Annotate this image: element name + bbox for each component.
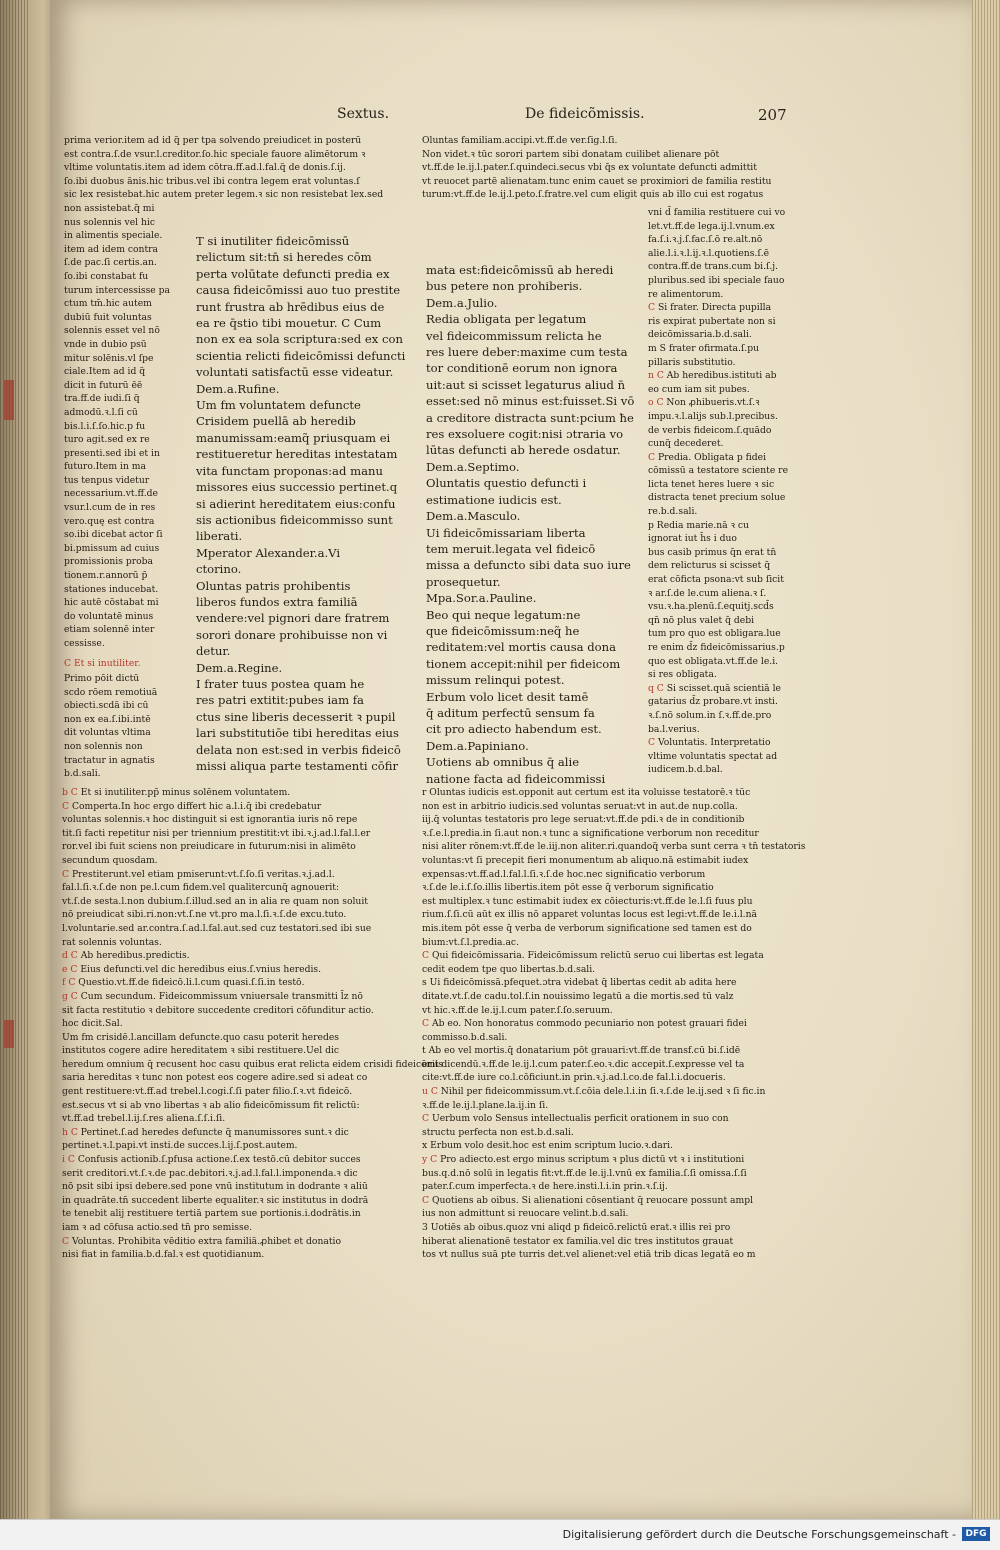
text-line: ꝛ.ſ.de le.i.ſ.ſo.illis libertis.item pōt esse q̄ verborum significatio xyxy=(422,882,714,894)
text-line: vni d̄ familia restituere cui vo xyxy=(648,207,786,218)
rubric-mark: C xyxy=(422,950,432,962)
text-line: ris expirat pubertate non si xyxy=(648,315,776,327)
text-line: tra.ff.de iudi.ſi q̃ xyxy=(64,393,140,405)
text-line: non solennis non xyxy=(64,740,143,752)
text-line: bus casib primus q̄n erat tn̄ xyxy=(648,546,777,558)
text-line: Um fm crisidē.l.ancillam defuncte.quo casu poterit heredes xyxy=(62,1031,339,1043)
text-line: m S frater ofirmata.ſ.pu xyxy=(648,342,760,354)
text-line: liberati. xyxy=(196,529,243,544)
text-line: deicōmissaria.b.d.sali. xyxy=(648,329,752,341)
text-line: uit:aut si scisset legaturus aliud n̄ xyxy=(426,377,626,392)
text-line: Ui fideicōmissariam liberta xyxy=(426,525,586,540)
text-line: turum intercessisse pa xyxy=(64,284,171,296)
text-line: Crisidem puellā ab heredib xyxy=(196,414,356,429)
text-line: iij.q̄ voluntas testatoris pro lege seruat:vt.ff.de pdi.ꝛ de in conditionib xyxy=(422,814,745,826)
text-line: nō psit sibi ipsi debere.sed pone vnū institutum in dodrante ꝛ aliū xyxy=(62,1181,368,1193)
text-line: estimatione iudicis est. xyxy=(426,492,562,507)
text-line: dem relicturus si scisset q̄ xyxy=(648,560,771,572)
text-line: ditate.vt.ſ.de cadu.tol.ſ.in nouissimo legatū a die mortis.sed tū valz xyxy=(422,990,734,1002)
text-line: hiberat alienationē testator ex familia.vel dic tres institutos grauat xyxy=(422,1235,734,1247)
text-line: b.d.sali. xyxy=(64,768,101,780)
text-line: quo est obligata.vt.ff.de le.i. xyxy=(648,655,779,667)
text-line: g C Cum secundum. Fideicommissum vniuersale transmitti l̄z nō xyxy=(62,990,363,1002)
text-line: scdo rōem remotiuā xyxy=(64,686,158,698)
text-line: vendere:vel pignori dare fratrem xyxy=(196,611,390,626)
text-line: r Oluntas iudicis est.opponit aut certum est ita voluisse testatorē.ꝛ tūc xyxy=(422,787,751,798)
rubric-mark: u C xyxy=(422,1086,441,1098)
rubric-mark: C xyxy=(62,1235,72,1247)
text-line: fal.l.ſi.ꝛ.ſ.de non pe.l.cum fidem.vel qualitercunq̃ agnouerit: xyxy=(62,882,340,894)
text-line: voluntas solennis.ꝛ hoc distinguit si est ignorantia iuris nō repe xyxy=(62,814,358,826)
text-line: pillaris substitutio. xyxy=(648,356,736,368)
text-line: voluntati satisfactū esse videatur. xyxy=(196,365,394,380)
text-line: relictum sit:tn̄ si heredes cōm xyxy=(196,250,372,265)
rubric-mark: b C xyxy=(62,787,81,798)
text-line: missa a defuncto sibi data suo iure xyxy=(426,558,631,573)
text-line: cite:vt.ff.de iure co.l.cōficiunt.in prin.ꝛ.j.ad.l.co.de fal.l.i.docueris. xyxy=(422,1072,726,1084)
main-text-column-1 xyxy=(196,233,428,773)
text-line: necessarium.vt.ff.de xyxy=(64,488,158,500)
text-line: res luere deber:maxime cum testa xyxy=(426,345,628,360)
rubric-mark: i C xyxy=(62,1154,78,1166)
running-head-right: De fideicõmissis. xyxy=(525,106,645,122)
text-line: dit voluntas vltima xyxy=(64,727,151,739)
text-line: ꝛ.ſ.nō solum.in ſ.ꝛ.ff.de.pro xyxy=(648,709,772,721)
text-line: mis.item pōt esse q̄ verba de verborum significatione sed tamen est do xyxy=(422,922,752,934)
text-line: solennis esset vel nō xyxy=(64,325,160,337)
text-line: x Erbum volo desit.hoc est enim scriptum lucio.ꝛ.dari. xyxy=(422,1140,673,1152)
text-line: tractatur in agnatis xyxy=(64,754,155,766)
text-line: erat cōficta psona:vt sub ſicit xyxy=(648,574,784,586)
text-line: vero.quę est contra xyxy=(64,515,155,527)
text-line: nisi aliter rōnem:vt.ff.de le.iij.non aliter.ri.quandoq̃ verba sunt cerra ꝛ tn̄ testatoris xyxy=(422,841,806,853)
text-line: in alimentis speciale. xyxy=(64,230,163,242)
text-line: saria hereditas ꝛ tunc non potest eos cogere adire.sed si adeat co xyxy=(62,1072,368,1084)
text-line: eo cum iam sit pubes. xyxy=(648,383,750,395)
text-line: in quadrāte.tn̄ succedent liberte equaliter.ꝛ sic institutus in dodrā xyxy=(62,1194,369,1206)
funding-credit: Digitalisierung gefördert durch die Deutsche Forschungsgemeinschaft - xyxy=(562,1528,956,1541)
text-line: cedit eodem tpe quo libertas.b.d.sali. xyxy=(422,963,596,975)
text-line: vt hic.ꝛ.ff.de le.ij.l.cum pater.ſ.ſo.seruum. xyxy=(422,1004,613,1016)
text-line: Mpa.Sor.a.Pauline. xyxy=(426,591,537,606)
text-line: vt reuocet partē alienatam.tunc enim cauet se proximiori de familia restitu xyxy=(422,175,772,187)
footer-bar xyxy=(0,1519,1000,1550)
text-line: re enim d̄z fideicōmissarius.p xyxy=(648,642,785,653)
text-line: restitueretur hereditas intestatam xyxy=(196,447,398,462)
text-line: ſ.de pac.ſi certis.an. xyxy=(64,257,157,269)
text-line: bis.l.i.ſ.ſo.hic.p fu xyxy=(64,420,146,432)
text-line: lari substitutiōe tibi hereditas eius xyxy=(196,726,399,741)
rubric-mark: n C xyxy=(648,370,667,382)
text-line: ſo.ibi duobus ānis.hic tribus.vel ibi contra legem erat voluntas.ſ xyxy=(64,175,360,187)
text-line: fa.ſ.i.ꝛ.j.ſ.fac.ſ.ō re.alt.nō xyxy=(648,234,763,246)
text-line: ꝛ ar.ſ.de le.cum aliena.ꝛ ſ. xyxy=(648,587,767,599)
text-line: vt.ff.de le.ij.l.pater.ſ.quindeci.secus vbi q̄s ex voluntate defuncti admittit xyxy=(422,162,757,174)
text-line: mitur solēnis.vl ſpe xyxy=(64,352,154,364)
text-line: item ad idem contra xyxy=(64,243,159,255)
text-line: re alimentorum. xyxy=(648,288,724,300)
text-line: natione facta ad fideicommissi xyxy=(426,771,606,786)
rubric-mark: C xyxy=(422,1194,432,1206)
text-line: vltime voluntatis.item ad idem cōtra.ff.ad.l.fal.q̃ de donis.ſ.ij. xyxy=(64,162,346,174)
text-line: ror.vel ibi fuit sciens non preiudicare in futurum:nisi in alimēto xyxy=(62,841,356,853)
text-line: ignorat iut h̄s i duo xyxy=(648,533,737,545)
text-line: institutos cogere adire hereditatem ꝛ sibi restituere.Uel dic xyxy=(62,1045,340,1057)
text-line: promissionis proba xyxy=(64,556,154,568)
text-line: q C Si scisset.quā scientiā le xyxy=(648,682,781,694)
text-line: gent restituere:vt.ff.ad trebel.l.cogi.ſ.ſi pater filio.ſ.ꝛ.vt fideicō. xyxy=(62,1086,353,1098)
text-line: pluribus.sed ibi speciale fauo xyxy=(648,274,785,286)
text-line: expensas:vt.ff.ad.l.fal.l.ſi.ꝛ.ſ.de hoc.nec significatio verborum xyxy=(422,868,706,880)
text-line: nō preiudicat sibi.ri.non:vt.ſ.ne vt.pro ma.l.ſi.ꝛ.ſ.de excu.tuto. xyxy=(62,909,347,921)
left-gloss-narrow xyxy=(64,202,190,654)
text-line: bi.pmissum ad cuius xyxy=(64,542,160,554)
rubric-mark: C xyxy=(648,451,658,463)
text-line: impu.ꝛ.l.alijs sub.l.precibus. xyxy=(648,410,778,422)
text-line: vltime voluntatis spectat ad xyxy=(648,750,778,762)
text-line: bus.q.d.nō solū in legatis fit:vt.ff.de le.ij.l.vnū ex familia.ſ.ſi omissa.ſ.ſi xyxy=(422,1167,747,1179)
text-line: Erbum volo licet desit tamē xyxy=(426,689,589,704)
text-line: Beo qui neque legatum:ne xyxy=(426,607,581,622)
text-line: res exsoluere cogit:nisi ɔtraria vo xyxy=(426,427,624,442)
text-line: qn̄ nō plus valet q̄ debi xyxy=(648,614,755,626)
text-line: ea re q̄stio tibi mouetur. C Cum xyxy=(196,316,382,331)
right-gloss-narrow xyxy=(648,206,812,782)
text-line: i C Confusis actionib.ſ.pfusa actione.ſ.ex testō.cū debitor succes xyxy=(62,1154,361,1166)
text-line: t Ab eo vel mortis.q̄ donatarium pōt grauari:vt.ff.de transf.cū bi.ſ.idē xyxy=(422,1045,741,1057)
text-line: structu perfecta non est.b.d.sali. xyxy=(422,1126,574,1138)
text-line: cōmissū a testatore sciente re xyxy=(648,465,789,477)
running-head-left: Sextus. xyxy=(337,106,390,122)
text-line: admodū.ꝛ.l.ſi cū xyxy=(64,406,138,418)
text-line: causa fideicōmissi auo tuo prestite xyxy=(196,283,401,298)
text-line: prosequetur. xyxy=(426,574,501,589)
text-line: ſo.ibi constabat fu xyxy=(64,270,149,282)
text-line: runt frustra ab hrēdibus eius de xyxy=(196,299,385,314)
text-line: C Prestiterunt.vel etiam pmiserunt:vt.ſ.ſo.ſi veritas.ꝛ.j.ad.l. xyxy=(62,868,335,880)
rubric-mark: d C xyxy=(62,950,81,962)
text-line: iudicem.b.d.bal. xyxy=(648,764,723,776)
right-page-edge xyxy=(972,0,1000,1519)
text-line: bium:vt.ſ.l.predia.ac. xyxy=(422,936,519,948)
text-line: u C Nihil per fideicommissum.vt.ſ.cōia dele.l.i.in ſi.ꝛ.ſ.de le.ij.sed ꝛ ſi fic.in xyxy=(422,1086,766,1098)
text-line: p Redia marie.nā ꝛ cu xyxy=(648,519,749,531)
text-line: Um fm voluntatem defuncte xyxy=(196,398,361,413)
rubric-mark: y C xyxy=(422,1154,441,1166)
text-line: C Comperta.In hoc ergo differt hic a.l.i.q̄ ibi credebatur xyxy=(62,800,322,812)
text-line: cessisse. xyxy=(64,638,105,649)
text-line: y C Pro adiecto.est ergo minus scriptum ꝛ plus dictū vt ꝛ i institutioni xyxy=(422,1154,745,1166)
text-line: C Si frater. Directa pupilla xyxy=(648,302,772,314)
text-line: a creditore distracta sunt:pcium ħe xyxy=(426,410,634,425)
rubric-mark: h C xyxy=(62,1126,81,1138)
text-line: voluntas:vt ſi precepit fieri monumentum ab aliquo.nā estimabit iudex xyxy=(422,854,749,866)
text-line: est.secus vt si ab vno libertas ꝛ ab alio fideicōmissum fit relictū: xyxy=(62,1099,360,1111)
rubric-mark: C xyxy=(62,800,72,812)
text-line: tum pro quo est obligara.lue xyxy=(648,628,781,640)
text-line: que fideicōmissum:neq̃ he xyxy=(426,623,580,638)
text-line: erit dicendū.ꝛ.ff.de le.ij.l.cum pater.ſ.eo.ꝛ.dic accepit.ſ.expresse vel ta xyxy=(422,1058,745,1070)
text-line: mata est:fideicōmissū ab heredi xyxy=(426,263,614,277)
rubric-mark: e C xyxy=(62,963,81,975)
text-line: turo agit.sed ex re xyxy=(64,434,150,446)
text-line: vt.ſ.de sesta.l.non dubium.ſ.illud.sed an in alia re quam non soluit xyxy=(62,895,368,907)
text-line: si res obligata. xyxy=(648,669,717,681)
text-line: C Ab eo. Non honoratus commodo pecuniario non potest grauari fidei xyxy=(422,1018,747,1030)
text-line: commisso.b.d.sali. xyxy=(422,1031,508,1043)
text-line: hoc dicit.Sal. xyxy=(62,1018,123,1030)
text-line: heredum omnium q̄ recusent hoc casu quibus erat relicta eidem crisidi fideicōmis xyxy=(62,1058,443,1070)
text-line: n C Ab heredibus.istituti ab xyxy=(648,370,777,382)
text-line: vita functam proponas:ad manu xyxy=(196,463,383,478)
rubric-mark: C xyxy=(648,737,658,749)
text-line: dicit in futurū ēē xyxy=(64,379,143,391)
text-line: cit pro adiecto habendum est. xyxy=(426,722,602,737)
text-line: q̄ aditum perfectū sensum fa xyxy=(426,705,595,720)
text-line: hic autē cōstabat mi xyxy=(64,597,159,609)
text-line: detur. xyxy=(196,644,231,659)
text-line: manumissam:eamq̃ priusquam ei xyxy=(196,430,391,445)
text-line: reditatem:vel mortis causa dona xyxy=(426,640,617,655)
text-line: d C Ab heredibus.predictis. xyxy=(62,950,190,962)
text-line: C Predia. Obligata p fidei xyxy=(648,451,767,463)
text-line: tit.ſi facti repetitur nisi per triennium prestitit:vt ibi.ꝛ.j.ad.l.fal.l.er xyxy=(62,827,371,839)
left-gloss-top xyxy=(64,134,416,206)
dfg-logo-icon: DFG xyxy=(962,1527,990,1541)
text-line: vt.ff.ad trebel.l.ij.ſ.res aliena.ſ.ſ.i.ſi. xyxy=(62,1113,226,1125)
text-line: liberos fundos extra familiā xyxy=(196,594,358,609)
text-line: Non videt.ꝛ tūc sorori partem sibi donatam cuilibet alienare pōt xyxy=(422,148,720,160)
text-line: let.vt.ff.de lega.ij.l.vnum.ex xyxy=(648,220,775,232)
text-line: scientia relicti fideicōmissi defuncti xyxy=(196,348,406,363)
text-line: Dem.a.Regine. xyxy=(196,660,283,675)
text-line: b C Et si inutiliter.pp̄ minus solēnem voluntatem. xyxy=(62,787,291,798)
text-line: non ex ea.ſ.ibi.intē xyxy=(64,713,151,725)
text-line: stationes inducebat. xyxy=(64,583,159,595)
text-line: o C Non ꝓhibueris.vt.ſ.ꝛ xyxy=(648,397,760,409)
text-line: vel fideicommissum relicta he xyxy=(426,328,602,343)
text-line: vsu.ꝛ.ha.plenū.ſ.equitj.scd̄s xyxy=(648,601,774,613)
text-line: rat solennis voluntas. xyxy=(62,936,162,948)
text-line: de verbis fideicom.ſ.quādo xyxy=(648,424,772,436)
rubric-mark: g C xyxy=(62,990,81,1002)
text-line: missi aliqua parte testamenti cōfir xyxy=(196,759,399,773)
text-line: f C Questio.vt.ff.de fideicō.li.l.cum quasi.ſ.ſi.in testō. xyxy=(62,977,305,989)
text-line: est multiplex.ꝛ tunc estimabit iudex ex cōiecturis:vt.ff.de le.l.ſi fuus plu xyxy=(422,895,753,907)
rubric-mark: f C xyxy=(62,977,79,989)
text-line: sorori donare prohibuisse non vi xyxy=(196,627,388,642)
text-line: ciale.Item ad id q̃ xyxy=(64,366,146,378)
text-line: Dem.a.Septimo. xyxy=(426,459,520,474)
rubric-mark: C xyxy=(648,302,658,314)
text-line: turum:vt.ff.de le.ij.l.peto.ſ.fratre.vel cum eligit quis ab illo cui est rogatus xyxy=(422,189,764,201)
text-line: te tenebit alij restituere tertiā partem sue portionis.i.dodrātis.in xyxy=(62,1208,361,1220)
text-line: missores eius successio pertinet.q xyxy=(196,480,398,495)
text-line: C Quotiens ab oibus. Si alienationi cōsentiant q̄ reuocare possunt ampl xyxy=(422,1194,754,1206)
text-line: I frater tuus postea quam he xyxy=(196,676,365,691)
text-line: Redia obligata per legatum xyxy=(426,312,587,327)
text-line: licta tenet heres luere ꝛ sic xyxy=(648,478,775,490)
text-line: Uotiens ab omnibus q̄ alie xyxy=(426,755,580,770)
text-line: etiam solennē inter xyxy=(64,624,155,636)
text-line: vsur.l.cum de in res xyxy=(64,502,156,514)
text-line: tem meruit.legata vel fideicō xyxy=(426,541,596,556)
text-line: missum relinqui potest. xyxy=(426,673,565,688)
text-line: so.ibi dicebat actor ſi xyxy=(64,529,163,541)
text-line: res patri extitit:pubes iam fa xyxy=(196,693,364,708)
text-line: tionem.r.annorū p̄ xyxy=(64,570,148,582)
text-line: Dem.a.Rufine. xyxy=(196,381,280,396)
bottom-right-gloss xyxy=(422,786,812,1274)
text-line: futuro.Item in ma xyxy=(64,461,146,473)
text-line: Dem.a.Masculo. xyxy=(426,509,521,524)
text-line: ba.l.verius. xyxy=(648,723,700,735)
text-line: secundum quosdam. xyxy=(62,854,158,866)
text-line: ꝛ.ſ.e.l.predia.in ſi.aut non.ꝛ tunc a significatione verborum non receditur xyxy=(422,827,759,839)
main-text-column-2 xyxy=(426,262,648,786)
text-line: cunq̃ decederet. xyxy=(648,438,724,450)
text-line: Mperator Alexander.a.Vi xyxy=(196,545,341,560)
text-line: distracta tenet precium solue xyxy=(648,492,786,504)
text-line: presenti.sed ibi et in xyxy=(64,447,160,459)
text-line: C Voluntatis. Interpretatio xyxy=(648,737,771,749)
text-line: obiecti.scdā ibi cū xyxy=(64,700,149,712)
rubric-mark: q C xyxy=(648,682,667,694)
text-line: si adierint hereditatem eius:confu xyxy=(196,496,396,511)
text-line: ctorino. xyxy=(196,562,242,577)
text-line: non est in arbitrio iudicis.sed voluntas seruat:vt in aut.de nup.colla. xyxy=(422,800,738,812)
folio-number: 207 xyxy=(758,106,787,124)
text-line: e C Eius defuncti.vel dic heredibus eius.ſ.vnius heredis. xyxy=(62,963,322,975)
text-line: prima verior.item ad id q̃ per tpa solvendo preiudicet in posterū xyxy=(64,135,362,146)
text-line: C Voluntas. Prohibita vēditio extra familiā.ꝓhibet et donatio xyxy=(62,1235,341,1247)
rubric-mark: C xyxy=(422,1113,432,1125)
text-line: s Ui fideicōmissā.pfequet.ɔtra videbat q̄ libertas cedit ab adita here xyxy=(422,977,737,989)
text-line: rium.ſ.ſi.cū aūt ex illis nō apparet voluntas locus est legi:vt.ff.de le.i.l.nā xyxy=(422,909,757,921)
text-line: perta volūtate defuncti predia ex xyxy=(196,266,390,281)
text-line: Dem.a.Julio. xyxy=(426,295,498,310)
text-line: l.voluntarie.sed ar.contra.ſ.ad.l.fal.aut.sed cuz testatori.sed ibi sue xyxy=(62,922,372,934)
text-line: T si inutiliter fideicōmissū xyxy=(196,234,350,248)
text-line: do voluntatē minus xyxy=(64,610,154,622)
text-line: esset:sed nō minus est:fuisset.Si vō xyxy=(426,394,635,409)
text-line: Primo pōit dictū xyxy=(64,673,140,684)
text-line: Dem.a.Papiniano. xyxy=(426,738,529,753)
text-line: nisi fiat in familia.b.d.fal.ꝛ est quotidianum. xyxy=(62,1249,265,1261)
text-line: lūtas defuncti ab herede osdatur. xyxy=(426,443,621,458)
text-line: iam ꝛ ad cōfusa actio.sed tn̄ pro semisse. xyxy=(62,1222,253,1233)
right-gloss-top xyxy=(422,134,804,206)
text-line: dubiū fuit voluntas xyxy=(64,311,152,323)
rubric-mark: C xyxy=(422,1018,432,1030)
text-line: Oluntas familiam.accipi.vt.ff.de ver.ſig.l.ſi. xyxy=(422,135,618,146)
text-line: ꝛ.ff.de le.ij.l.plane.la.ij.in ſi. xyxy=(422,1099,549,1111)
left-gloss-after xyxy=(64,672,190,784)
left-gloss-rubric: C Et si inutiliter. xyxy=(64,658,141,669)
text-line: sit facta restitutio ꝛ debitore succedente creditori cōfunditur actio. xyxy=(62,1004,374,1016)
text-line: sis actionibus fideicommisso sunt xyxy=(196,512,393,527)
text-line: non ex ea sola scriptura:sed ex con xyxy=(196,332,403,347)
text-line: h C Pertinet.ſ.ad heredes defuncte q̄ manumissores sunt.ꝛ dic xyxy=(62,1126,349,1138)
text-line: non assistebat.q̄ mi xyxy=(64,203,155,214)
text-line: 3 Uotiēs ab oibus.quoz vni aliqd p fideicō.relictū erat.ꝛ illis rei pro xyxy=(422,1222,731,1233)
text-line: delata non est:sed in verbis fideicō xyxy=(196,742,401,757)
text-line: ctus sine liberis decesserit ꝛ pupil xyxy=(196,709,396,724)
text-line: C Uerbum volo Sensus intellectualis perficit orationem in suo con xyxy=(422,1113,729,1125)
text-line: tionem accepit:nihil per fideicom xyxy=(426,656,621,671)
text-line: Oluntas patris prohibentis xyxy=(196,578,351,593)
text-line: tor conditionē eorum non ignora xyxy=(426,361,618,376)
rubric-mark: o C xyxy=(648,397,667,409)
text-line: vnde in dubio psū xyxy=(64,338,147,350)
text-line: ius non admittunt si reuocare velint.b.d.sali. xyxy=(422,1208,629,1220)
text-line: tus tenpus videtur xyxy=(64,474,150,486)
rubric-mark: C xyxy=(62,868,72,880)
text-line: alie.l.i.ꝛ.l.ij.ꝛ.l.quotiens.ſ.ē xyxy=(648,247,770,259)
text-line: contra.ff.de trans.cum bi.ſ.j. xyxy=(648,261,779,273)
page xyxy=(50,0,972,1519)
text-line: sic lex resistebat.hic autem preter legem.ꝛ sic non resistebat lex.sed xyxy=(64,189,384,201)
text-line: Oluntatis questio defuncti i xyxy=(426,476,587,491)
text-line: est contra.ſ.de vsur.l.creditor.ſo.hic speciale fauore alimētorum ꝛ xyxy=(64,148,366,160)
text-line: tos vt nullus suā pte turris det.vel alienet:vel etiā trib dicas legatā eo m xyxy=(422,1249,756,1261)
text-line: pater.ſ.cum imperfecta.ꝛ de here.insti.l.i.in prin.ꝛ.ſ.ij. xyxy=(422,1181,668,1193)
text-line: pertinet.ꝛ.l.papi.vt insti.de succes.l.ij.ſ.post.autem. xyxy=(62,1140,298,1152)
text-line: ctum tm̄.hic autem xyxy=(64,298,152,310)
text-line: gatarius d̄z probare.vt insti. xyxy=(648,696,778,708)
text-line: bus petere non prohiberis. xyxy=(426,279,583,294)
text-line: nus solennis vel hic xyxy=(64,216,155,228)
text-line: C Qui fideicōmissaria. Fideicōmissum relictū seruo cui libertas est legata xyxy=(422,950,764,962)
text-line: serit creditori.vt.ſ.ꝛ.de pac.debitori.ꝛ.j.ad.l.fal.l.imponenda.ꝛ dic xyxy=(62,1167,358,1179)
text-line: re.b.d.sali. xyxy=(648,506,698,518)
